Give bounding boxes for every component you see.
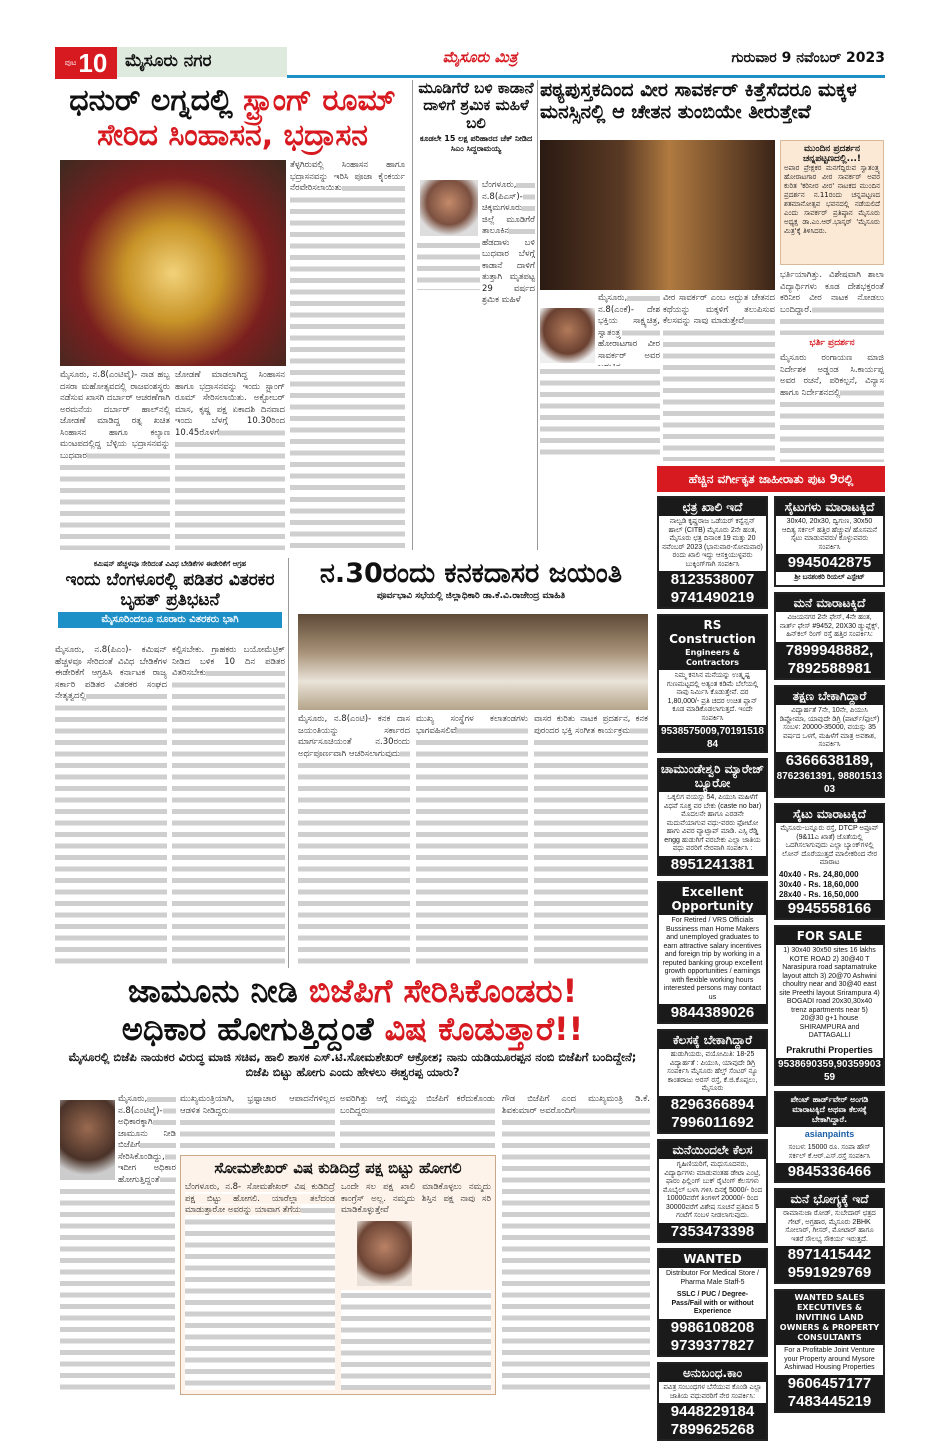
story6-body-col4: ಗೌಡ ಬಿಜೆಪಿಗೆ ಎಂದ ಮುಖ್ಯಮಂತ್ರಿ ಡಿ.ಕೆ. ಶಿವಕುಮಾರ್ ಅವರೊಂದಿಗೆ bbox=[502, 1094, 650, 1395]
ad-title: ಮನೆ ಭೋಗ್ಯಕ್ಕೆ ಇದೆ bbox=[776, 1190, 883, 1208]
ad-phone-number: 9448229184 bbox=[659, 1403, 766, 1421]
story1-body-col1: ತೆಳ್ಳಗಿರುವಲ್ಲಿ ಸಿಂಹಾಸನ ಹಾಗೂ ಭದ್ರಾಸನವನ್ನು ಇರಿಸಿ ಪೂಜಾ ಕೈಂಕರ್ಯ ನೆರವೇರಿಸಲಾಯಿತು bbox=[290, 160, 405, 490]
ad-title: ಪೇಂಟ್ ಹಾರ್ಡ್‌ವೇರ್ ಅಂಗಡಿ ಮಾರಾಟಕ್ಕಿದೆ ಅಥವಾ ಕೆಲಸಕ್ಕೆ ಬೇಕಾಗಿದ್ದಾರೆ. bbox=[776, 1093, 883, 1127]
ad-phone-number: 9945558166 bbox=[776, 900, 883, 918]
ad-body: SSLC / PUC / Degree-Pass/Fail with or without Experience bbox=[671, 1291, 754, 1315]
story3-body-col4: ಭರ್ತಿಯಾಗಿತ್ತು. ವಿಶೇಷವಾಗಿ ಶಾಲಾ ವಿದ್ಯಾರ್ಥಿಗಳು ಕೂಡ ದೇಶಭಕ್ತರಂತೆ ಕರಿನೀರ ವೀರ ನಾಟಕ ನೋಡಲು ಬಂದಿದ್ದಾರೆ. bbox=[780, 270, 884, 335]
ad-phone-number: 6366638189, bbox=[776, 752, 883, 770]
ad-footer: ಶ್ರೀ ಬನಶಂಕರಿ ರಿಯಲ್ ಎಸ್ಟೇಟ್ bbox=[794, 574, 865, 581]
classified-ad bbox=[774, 925, 885, 1086]
ad-phone-number: 7483445219 bbox=[776, 1393, 883, 1411]
classified-ad bbox=[657, 881, 768, 1024]
cm-photo bbox=[420, 180, 478, 236]
classified-ad bbox=[657, 614, 768, 753]
classifieds-banner: ಹೆಚ್ಚಿನ ವರ್ಗೀಕೃತ ಜಾಹೀರಾತು ಪುಟ 9ರಲ್ಲಿ bbox=[657, 466, 885, 492]
headline-part: ಸೇರಿದ ಸಿಂಹಾಸನ, ಭದ್ರಾಸನ bbox=[97, 117, 368, 153]
story5-body-col3: ವಾಸರ ಕುರಿತು ನಾಟಕ ಪ್ರದರ್ಶನ, ಕನಕ ಪುರಂದರ ಭಕ್ತಿ ಸಂಗೀತ ಕಾರ್ಯಕ್ರಮ bbox=[534, 714, 648, 966]
ad-phone-number: 9844389026 bbox=[659, 1004, 766, 1022]
story4-kicker: ಕಮಿಷನ್ ಹೆಚ್ಚಳವೂ ಸೇರಿದಂತೆ ವಿವಿಧ ಬೇಡಿಕೆಗಳ ಈಡೇರಿಕೆಗೆ ಆಗ್ರಹ bbox=[93, 560, 247, 568]
ad-title: ತಕ್ಷಣ ಬೇಕಾಗಿದ್ದಾರೆ bbox=[776, 687, 883, 705]
section-name: ಮೈಸೂರು ನಗರ bbox=[117, 47, 287, 77]
story3-body-col5: ಮೈಸೂರು ರಂಗಾಯಣ ಮಾಜಿ ನಿರ್ದೇಶಕ ಅಡ್ಡಂಡ ಸಿ.ಕಾರ್ಯಪ್ಪ ಅವರ ರಚನೆ, ಪರಿಕಲ್ಪನೆ, ವಿನ್ಯಾಸ ಹಾಗೂ ನಿರ್ದೇಶನದಲ್ಲಿ bbox=[780, 353, 884, 462]
story3-body-col1: ಮೈಸೂರು, ನ.8(ಎಂಕೆ)- ದೇಶ ಭಕ್ತಿಯ ಸಾಕ್ಷ್ಯಚಿತ್ರ, ಸ್ವಾತಂತ್ರ್ಯ ಹೋರಾಟಗಾರ ವೀರ ಸಾವರ್ಕರ್ ಅವರ bbox=[598, 293, 660, 363]
story6-body-col2: ಮುಖ್ಯಮಂತ್ರಿಯಾಗಿ, ಭ್ರಷ್ಟಾಚಾರ ಆಪಾದನೆಗಳಿಲ್ಲದ ಆಡಳಿತ ನೀಡಿದ್ದರು bbox=[180, 1094, 335, 1151]
ad-phone-number: 8123538007 bbox=[659, 571, 766, 589]
ad-phone-number: 7899948882, bbox=[776, 642, 883, 660]
headline-part: ವಿಷ ಕೊಡುತ್ತಾರೆ!! bbox=[384, 1010, 584, 1048]
ad-phone-number: 9591929769 bbox=[776, 1264, 883, 1282]
story1-body-col2: ಮೈಸೂರು, ನ.8(ಎಂಟಿವೈ)- ನಾಡ ಹಬ್ಬ ದಸರಾ ಮಹೋತ್ಸವದಲ್ಲಿ ರಾಜವಂಶಸ್ಥರು ನಡೆಸುವ ಖಾಸಗಿ ದರ್ಬಾರ್ ಆಚರಣೆಗಾಗಿ ಅರಮನೆಯ ದರ್ಬಾರ್ ಹಾಲ್‌ನಲ್ಲಿ ಜೋಡಣೆ ಮಾಡಿದ್ದ ರತ್ನ ಖಚಿತ ಸಿಂಹಾಸನ ಹಾಗೂ ಕಲ್ಯಾಣ ಮಂಟಪದಲ್ಲಿದ್ದ ಬೆಳ್ಳಿಯ ಭದ್ರಾಸನವನ್ನು ಬುಧವಾರ bbox=[60, 370, 170, 550]
classified-ad bbox=[657, 758, 768, 876]
ad-phone-number: 8971415442 bbox=[776, 1246, 883, 1264]
sidebar-body: ಅಪಾರ ಪ್ರೇಕ್ಷಕರ ಮನಗೆದ್ದಿರುವ ಸ್ವಾತಂತ್ರ್ಯ ಹೋರಾಟಗಾರ ವೀರ ಸಾವರ್ಕರ್ ಅವರ ಕುರಿತ 'ಕರಿನೀರ ವೀರ' ನಾಟಕದ ಮುಂದಿನ ಪ್ರದರ್ಶನ ನ.11ರಂದು ಚನ್ನಪಟ್ಟಣದ ಶತಮಾನೋತ್ಸವ ಭವನದಲ್ಲಿ ನಡೆಯಲಿದೆ ಎಂದು ಸಾವರ್ಕರ್ ಪ್ರತಿಷ್ಠಾನ ಮೈಸೂರು ಅಧ್ಯಕ್ಷ ಡಾ.ಎಂ.ಆರ್.ಭಾಸ್ಕರ್ 'ಮೈಸೂರು ಮಿತ್ರ'ಕ್ಕೆ ತಿಳಿಸಿದರು. bbox=[784, 164, 880, 235]
sidebar-box bbox=[780, 140, 884, 265]
ad-title: WANTED bbox=[659, 1250, 766, 1268]
ad-phone-number: 9739377827 bbox=[659, 1337, 766, 1355]
issue-date: ಗುರುವಾರ 9 ನವೆಂಬರ್ 2023 bbox=[731, 50, 885, 66]
headline-part: ಸ್ಟ್ರಾಂಗ್ ರೂಮ್ bbox=[243, 83, 396, 118]
ad-title: WANTED SALES EXECUTIVES & INVITING LAND OWNERS & PROPERTY CONSULTANTS bbox=[776, 1291, 883, 1345]
page-number-box bbox=[55, 47, 117, 79]
story3-body-col2 bbox=[540, 366, 660, 461]
box-col2 bbox=[341, 1182, 491, 1390]
story5-subhead: ಪೂರ್ವಭಾವಿ ಸಭೆಯಲ್ಲಿ ಜಿಲ್ಲಾಧಿಕಾರಿ ಡಾ.ಕೆ.ವಿ.ರಾಜೇಂದ್ರ ಮಾಹಿತಿ bbox=[376, 591, 566, 602]
classified-ad bbox=[657, 1248, 768, 1357]
ad-body: ನಾಲ್ವಡಿ ಕೃಷ್ಣರಾಜ ಒಡೆಯರ್ ಕನ್ವೆನ್ಷನ್ ಹಾಲ್ (CITB) ಮೈಸೂರು 2ನೇ ಹಂತ, ಮೈಸೂರು ಛತ್ರ ದಿನಾಂಕ 19 ಮತ್ತು 20 ನವೆಂಬರ್ 2023 (ಭಾನುವಾರ-ಸೋಮವಾರ) ರಂದು ಖಾಲಿ ಇದ್ದು ಆಸಕ್ತಿಯುಳ್ಳವರು ಬುಕ್ಕಿಂಗ್‌ಗಾಗಿ ಸಂಪರ್ಕಿಸಿ bbox=[662, 518, 763, 568]
ad-phone-number: 9945042875 bbox=[776, 554, 883, 572]
ad-body: Distributor For Medical Store / Pharma Male Staff-5 bbox=[666, 1270, 759, 1286]
story3-body-col3: ವೀರ ಸಾವರ್ಕರ್ ಎಂಬ ಅದ್ಭುತ ಚೇತನದ ಕಥೆಯನ್ನು ಮಕ್ಕಳಿಗೆ ತಲುಪಿಸುವ ಕೆಲಸವನ್ನು ನಾವು ಮಾಡುತ್ತೇವೆ bbox=[663, 293, 775, 461]
ad-phone-number: 9538690359,9035990359 bbox=[776, 1058, 883, 1084]
story6-subhead: ಮೈಸೂರಲ್ಲಿ ಬಿಜೆಪಿ ನಾಯಕರ ವಿರುದ್ಧ ಮಾಜಿ ಸಚಿವ, ಹಾಲಿ ಶಾಸಕ ಎಸ್.ಟಿ.ಸೋಮಶೇಖರ್ ಆಕ್ರೋಶ; ನಾನು ಯಡಿಯೂರಪ್ಪನ ನಂಬಿ ಬಿಜೆಪಿಗೆ ಬಂದಿದ್ದೇನೆ; ಬಿಜೆಪಿ ಬಿಟ್ಟು ಹೋಗು ಎಂದು ಹೇಳಲು ಈಶ್ವರಪ್ಪ ಯಾರು? bbox=[68, 1050, 637, 1079]
ad-phone-number: 9986108208 bbox=[659, 1319, 766, 1337]
box-body-col2-cont bbox=[341, 1290, 491, 1391]
throne-photo bbox=[60, 160, 286, 366]
ad-title: Excellent Opportunity bbox=[659, 883, 766, 915]
story4-strap: ಮೈಸೂರಿಂದಲೂ ನೂರಾರು ವಿತರಕರು ಭಾಗಿ bbox=[58, 612, 282, 628]
story5-headline: ನ.30ರಂದು ಕನಕದಾಸರ ಜಯಂತಿ bbox=[319, 558, 623, 589]
classified-ad bbox=[657, 1362, 768, 1441]
ad-phone-number: 7353473398 bbox=[659, 1223, 766, 1241]
ad-body: ಮೈಸೂರು-ಬನ್ನೂರು ರಸ್ತೆ, DTCP ಅಪ್ರೂವ್ (9&11ಎ ಖಾತೆ) ಜೊತೆಯಲ್ಲಿ ಒದಗಿಸಲಾಗುವುದು ಎಲ್ಲಾ ಬ್ಯಾಂಕ್‌ಗಳಲ್ಲಿ ಲೋನ್ ದೊರೆಯುತ್ತದೆ ಮಾಲೀಕರಿಂದ ನೇರ ಮಾರಾಟ bbox=[780, 825, 879, 866]
headline-part: ಅಧಿಕಾರ ಹೋಗುತ್ತಿದ್ದಂತೆ bbox=[121, 1010, 374, 1048]
meeting-photo bbox=[298, 614, 648, 710]
ad-title: ಮನೆ ಮಾರಾಟಕ್ಕಿದೆ bbox=[776, 594, 883, 612]
ad-phone-number: 9741490219 bbox=[659, 589, 766, 607]
ad-title: FOR SALE bbox=[776, 927, 883, 945]
play-photo bbox=[540, 140, 775, 290]
ad-body: ವಿಜಯನಗರ 2ನೇ ಫೇಸ್, 4ನೇ ಹಂತ, ನಾರ್ತ್ ಫೇಸ್ #9452, 20X30 ಡ್ಯುಪ್ಲೆಕ್ಸ್, ಹಿನ್‌ಕಲ್ ರಿಂಗ್ ರಸ್ತೆ ಹತ್ತಿರ ಸಂಪರ್ಕಿಸಿ: bbox=[779, 614, 880, 638]
story1-headline bbox=[55, 84, 410, 153]
ad-body: ಒಕ್ಕಲಿಗ ವಯಸ್ಸು 54, ಪಿಯುಸಿ ಮಹಿಳೆಗೆ ವಿಧವೆ ಸೂಕ್ತ ವರ ಬೇಕು (caste no bar) ಮೊದಲನೇ ಹಾಗೂ ಎರಡನೇ ಮದುವೆಯಾಗುವ ವಧು-ವರರು ಫೋಟೋ ಹಾಗು ವಿವರ ವ್ಯಾಟ್ಸಾಪ್ ಮಾಡಿ. ಎಸ್ಸಿ ರೆಡ್ಡಿ engg ಹುಡುಗಿಗೆ ವರಬೇಕು ಎಲ್ಲಾ ಜಾತಿಯ ವಧು ವರರಿಗೆ ನೇರವಾಗಿ ಸಂಪರ್ಕಿಸಿ : bbox=[663, 794, 762, 852]
ad-body: For a Profitable Joint Venture your Property around Mysore Ashirwad Housing Properties bbox=[784, 1347, 875, 1371]
ad-price: 40x40 - Rs. 24,80,000 bbox=[779, 869, 859, 879]
ad-body: ಪವಿತ್ರ ಸಂಬಂಧಗಳ ಬೆಸೆಯುವ ಕೊಂಡಿ ಎಲ್ಲಾ ಜಾತಿಯ ವಧುವರರಿಗೆ ನೇರ ಸಂಪರ್ಕಿಸಿ: bbox=[663, 1384, 762, 1400]
ad-footer: Prakruthi Properties bbox=[786, 1044, 873, 1055]
ad-title: ಛತ್ರ ಖಾಲಿ ಇದೆ bbox=[659, 498, 766, 516]
ad-body: ಹುಡುಗಿಯರು, ವಯೋಮಿತಿ: 18-25 ವಿದ್ಯಾರ್ಹತೆ : ಪಿಯುಸಿ, ಯಾವುದೇ ಡಿಗ್ರಿ ಸಂಪರ್ಕಿಸಿ ಮೈಸೂರು ಹೆಲ್ತ್ ಸೆಂಟರ್ ನ್ಯೂ ಕಾಂತರಾಜು ಅರಸ್ ರಸ್ತೆ, ಕೆ.ಜಿ.ಕೊಪ್ಪಲು, ಮೈಸೂರು bbox=[667, 1051, 758, 1092]
ad-price: 30x40 - Rs. 18,60,000 bbox=[779, 879, 859, 889]
ad-title: RS Construction bbox=[659, 616, 766, 648]
speaker-photo bbox=[540, 308, 595, 363]
ad-title: ಮನೆಯಿಂದಲೇ ಕೆಲಸ bbox=[659, 1141, 766, 1159]
ad-body: 1) 30x40 30x50 sites 16 lakhs KOTE ROAD 2) 30@40 T Narasipura road saptamatruke layout attch 3) 20@70 Ashwini choultry near and 30@40 east site Preethi layout Srirampura 4) BOGADI road 20x30,30x40 trenz apartments near 5) 20@30 g+1 house SHIRAMPURA and DATTAGALLI bbox=[779, 947, 880, 1039]
ad-phone-number: 8951241381 bbox=[659, 856, 766, 874]
story6-body-col3: ಅವರಿಗಿತ್ತು ಆಗ್ಗೆ ನಮ್ಮನ್ನು ಬಿಜೆಪಿಗೆ ಕರೆದುಕೊಂಡು ಬಂದಿದ್ದರು bbox=[340, 1094, 495, 1151]
story4-headline: ಇಂದು ಬೆಂಗಳೂರಲ್ಲಿ ಪಡಿತರ ವಿತರಕರ ಬೃಹತ್ ಪ್ರತಿಭಟನೆ bbox=[65, 570, 275, 610]
page-label: ಪುಟ bbox=[64, 58, 77, 67]
story2-subhead: ಕೂಡಲೇ 15 ಲಕ್ಷ ಪರಿಹಾರದ ಚೆಕ್ ನೀಡಿದ ಸಿಎಂ ಸಿದ್ದರಾಮಯ್ಯ bbox=[419, 133, 533, 153]
ad-phone-number: 9606457177 bbox=[776, 1375, 883, 1393]
ad-price: 28x40 - Rs. 16,50,000 bbox=[779, 889, 859, 899]
story1-body-col3: ಜೋಡಣೆ ಮಾಡಲಾಗಿದ್ದ ಸಿಂಹಾಸನ ಹಾಗೂ ಭದ್ರಾಸನವನ್ನು ಇಂದು ಸ್ಟ್ರಾಂಗ್ ರೂಮ್ ಸೇರಿಸಲಾಯಿತು. ಅಕ್ಟೋಬರ್ ಮಾಸ, ಕೃಷ್ಣ ಪಕ್ಷ ಏಕಾದಶಿ ದಿನವಾದ ಇಂದು ಬೆಳಗ್ಗೆ 10.30ರಿಂದ 10.45ರೊಳಗೆ bbox=[175, 370, 285, 550]
story3-headline: ಪಠ್ಯಪುಸ್ತಕದಿಂದ ವೀರ ಸಾವರ್ಕರ್ ಕಿತ್ತೆಸೆದರೂ ಮಕ್ಕಳ ಮನಸ್ಸಿನಲ್ಲಿ ಆ ಚೇತನ ತುಂಬಿಯೇ ತೀರುತ್ತೇವೆ bbox=[540, 79, 857, 123]
story2-header bbox=[417, 80, 535, 154]
story4-header bbox=[55, 560, 285, 628]
headline-part: ಜಾಮೂನು ನೀಡಿ bbox=[127, 972, 298, 1010]
classified-ad bbox=[774, 685, 885, 798]
classified-ad bbox=[657, 1029, 768, 1134]
story4-body-col2: ಕಲ್ಪಿಸಬೇಕು. ಗ್ರಾಹಕರು ಬಯೋಮೆಟ್ರಿಕ್ ನೀಡಿದ ಬಳಿಕ 10 ದಿನ ಪಡಿತರ ವಿತರಿಸಬೇಕು bbox=[172, 645, 285, 967]
ad-title: ಸೈಟುಗಳು ಮಾರಾಟಕ್ಕಿದೆ bbox=[776, 498, 883, 516]
ad-phone-number: 9538575009,7019151884 bbox=[659, 725, 766, 751]
story6-headline bbox=[55, 972, 650, 1048]
ad-body: ವಿದ್ಯಾರ್ಹತೆ 7ನೇ, 10ನೇ, ಪಿಯುಸಿ ಡಿಪ್ಲೋಮಾ, ಯಾವುದೇ ಡಿಗ್ರಿ (ಪಾರ್ಟ್/ಫುಲ್) ಸಂಬಳ: 20000-35000, ವಯಸ್ಸು 35 ವರ್ಷದ ಒಳಗೆ, ಮಹಿಳೆಗೆ ಮಾತ್ರ ಅವಕಾಶ, ಸಂಪರ್ಕಿಸಿ bbox=[779, 707, 880, 748]
classified-ad bbox=[774, 1289, 885, 1413]
classified-ad bbox=[774, 803, 885, 920]
ad-title: ಸೈಟು ಮಾರಾಟಕ್ಕಿದೆ bbox=[776, 805, 883, 823]
story5-body-col2: ಮುಖ್ಯ ಸಂಸ್ಥೆಗಳ ಕಲಾತಂಡಗಳು ಭಾಗವಹಿಸಲಿವೆ bbox=[416, 714, 528, 966]
page-number: 10 bbox=[78, 47, 108, 78]
ad-phone-number: 9845336466 bbox=[776, 1163, 883, 1181]
classified-ad bbox=[774, 1188, 885, 1284]
story2-headline: ಮೂಡಿಗೆರೆ ಬಳಿ ಕಾಡಾನೆ ದಾಳಿಗೆ ಶ್ರಮಿಕ ಮಹಿಳೆ ಬಲಿ bbox=[418, 79, 534, 132]
story4-body-col1: ಮೈಸೂರು, ನ.8(ಪಿಎಂ)- ಕಮಿಷನ್ ಹೆಚ್ಚಳವೂ ಸೇರಿದಂತೆ ವಿವಿಧ ಬೇಡಿಕೆಗಳ ಈಡೇರಿಕೆಗೆ ಆಗ್ರಹಿಸಿ ಕರ್ನಾಟಕ ರಾಜ್ಯ ಸರ್ಕಾರಿ ಪಡಿತರ ವಿತರಕರ ಸಂಘದ ನೇತೃತ್ವದಲ್ಲಿ bbox=[55, 645, 167, 967]
story6-header bbox=[55, 972, 650, 1080]
classified-ad bbox=[657, 496, 768, 609]
story3-subhead: ಭರ್ತಿ ಪ್ರದರ್ಶನ bbox=[809, 338, 855, 348]
story1-body-col4 bbox=[290, 494, 405, 550]
yediyurappa-photo bbox=[357, 1221, 412, 1286]
story6-body-col1b bbox=[60, 1186, 175, 1395]
box-body-col2: ಒಂದೇ ಸಲ ಪಕ್ಷ ಖಾಲಿ ಮಾಡಿಕೊಳ್ಳಲು ನಮ್ಮದು ಕಾಂಗ್ರೆಸ್ ಅಲ್ಲ. ನಮ್ಮದು ಶಿಸ್ತಿನ ಪಕ್ಷ ನಾವು ಸರಿ ಮಾಡಿಕೊಳ್ಳುತ್ತೇವೆ bbox=[341, 1182, 491, 1215]
ad-title: ಕೆಲಸಕ್ಕೆ ಬೇಕಾಗಿದ್ದಾರೆ bbox=[659, 1031, 766, 1049]
masthead-logo: ಮೈಸೂರು ಮಿತ್ರ bbox=[442, 48, 518, 66]
header-rule bbox=[287, 75, 885, 78]
somashekar-photo bbox=[60, 1100, 115, 1180]
ad-phone-number: 8296366894 bbox=[659, 1096, 766, 1114]
ad-title: ಅನುಬಂಧ.ಕಾಂ bbox=[659, 1364, 766, 1382]
story6-body-col1: ಮೈಸೂರು, ನ.8(ಎಂಟಿವೈ)- ಅಧಿಕಾರಕ್ಕಾಗಿ ಜಾಮೂನು ನೀಡಿ ಬಿಜೆಪಿಗೆ ಸೇರಿಸಿಕೊಂಡಿದ್ದು, ಇದೀಗ ಅಧಿಕಾರ ಹೋಗುತ್ತಿದ್ದಂತೆ bbox=[118, 1094, 176, 1185]
ad-phone-number: 7899625268 bbox=[659, 1421, 766, 1439]
ad-phone-number: 7892588981 bbox=[776, 660, 883, 678]
headline-part: ಬಿಜೆಪಿಗೆ ಸೇರಿಸಿಕೊಂಡರು! bbox=[308, 972, 578, 1010]
ad-title: ಚಾಮುಂಡೇಶ್ವರಿ ಮ್ಯಾರೇಜ್ ಬ್ಯೂರೋ bbox=[660, 762, 765, 790]
ad-body: 30x40, 20x30, ದ್ವಿಗುಣ, 30x50 ಆದಿತ್ಯ ಸರ್ಕಲ್ ಹತ್ತಿರ ಹೆಚ್ಚುವ/ ಹೊಸಮನೆ ಸೈಟು ಮಾಡುವವರು/ ಕೊಳ್ಳುವವರು ಸಂಪರ್ಕಿಸಿ bbox=[781, 518, 878, 551]
story6-box bbox=[180, 1155, 496, 1395]
ad-body: For Retired / VRS Officials Bussiness man Home Makers and unemployed graduates to earn attractive salary incentives and foreign trip by working in a reputed banking group excellent growth opportunities / earnings with flexible working hours interested persons may contact us bbox=[662, 917, 763, 1001]
ad-body: ನಿಮ್ಮ ಕನಸಿನ ಮನೆಯನ್ನು ಉತ್ಕೃಷ್ಟ ಗುಣಮಟ್ಟದಲ್ಲಿ ಅತ್ಯಂತ ಕಡಿಮೆ ಬೆಲೆಯಲ್ಲಿ ನಾವು ನಿರ್ಮಿಸಿ ಕೊಡುತ್ತೇವೆ. ದರ 1,80,000/- ಪ್ರತಿ ಚದರ ಉಚಿತ ಪ್ಲಾನ್ ಕೂಡ ಮಾಡಿಕೊಡಲಾಗುತ್ತದೆ. ಇಂದೇ ಸಂಪರ್ಕಿಸಿ bbox=[666, 672, 759, 722]
asianpaints-logo: asianpaints bbox=[804, 1129, 855, 1139]
ad-subtitle: Engineers & Contractors bbox=[659, 648, 766, 670]
ad-body: ರಾಮಾನುಜಾ ರೋಡ್, ಸುಬೇದಾರ್ ಛತ್ರದ ಗೇಟ್, ಅಗ್ರಹಾರ, ಮೈಸೂರು 2BHK ಸೋಲಾರ್, ಗೀಸರ್, ಮೋಟಾರ್ ಹಾಗೂ ಇತರೆ ಸೌಲಭ್ಯ ಸೌಕರ್ಯ ಇರುತ್ತದೆ. bbox=[783, 1210, 876, 1243]
headline-part: ಧನುರ್ ಲಗ್ನದಲ್ಲಿ bbox=[69, 83, 233, 118]
story2-body-cont bbox=[417, 240, 480, 290]
box-body-col1: ಬೆಂಗಳೂರು, ನ.8- ಸೋಮಶೇಖರ್ ವಿಷ ಕುಡಿದಿದ್ರೆ ಪಕ್ಷ ಬಿಟ್ಟು ಹೋಗಲಿ. ಯಾರೆಲ್ಲಾ ತಲೆದಂಡ ಮಾಡುತ್ತಾರೋ ಅವರನ್ನು ಯಾವಾಗ ತೆಗೆಯ bbox=[185, 1182, 335, 1390]
box-headline: ಸೋಮಶೇಖರ್ ವಿಷ ಕುಡಿದಿದ್ರೆ ಪಕ್ಷ ಬಿಟ್ಟು ಹೋಗಲಿ bbox=[214, 1159, 462, 1177]
ad-body: ಗೃಹಿಣಿಯರಿಗೆ, ಮಧುಸೂದನರು, ವಿದ್ಯಾರ್ಥಿಗಳು ಮಾಡುವಂತಹ ಡೇಟಾ ಎಂಟ್ರಿ, ಫಾರಂ ಫಿಲ್ಲಿಂಗ್ ಬುಕ್ ರೈಟಿಂಗ್ ಕೆಲಸಗಳು ಮೊಬೈಲ್ ಬಳಸಿ ಗಳಿಸಿ ದಿನಕ್ಕೆ 5000/- ರಿಂದ 10000ವರೆಗೆ ತಿಂಗಳಿಗೆ 20000/- ರಿಂದ 30000ವರೆಗೆ ವಿಶೇಷ ಸೂಚನೆ ಪ್ರತಿದಿನ 5 ಗಂಟೆಗೆ ಸಂಬಳ ನೀಡಲಾಗುವುದು. bbox=[662, 1161, 763, 1219]
story2-body: ಬೆಂಗಳೂರು, ನ.8(ಪಿಎಸ್)- ಚಿಕ್ಕಮಗಳೂರು ಜಿಲ್ಲೆ ಮೂಡಿಗೆರೆ ತಾಲೂಕಿನ ಹೆಡದಾಳು ಬಳಿ ಬುಧವಾರ ಬೆಳಗ್ಗೆ ಕಾಡಾನೆ ದಾಳಿಗೆ ತುತ್ತಾಗಿ ಮೃತಪಟ್ಟ 29 ವರ್ಷದ ಶ್ರಮಿಕ ಮಹಿಳೆ bbox=[482, 180, 535, 305]
ad-phone-number: 7996011692 bbox=[659, 1114, 766, 1132]
sidebar-title: ಮುಂದಿನ ಪ್ರದರ್ಶನ ಚನ್ನಪಟ್ಟಣದಲ್ಲಿ...! bbox=[802, 144, 862, 164]
story5-header bbox=[292, 558, 650, 602]
ad-phone-number: 8762361391, 9880151303 bbox=[776, 770, 883, 795]
ad-body: ಸಂಬಳ: 15000 ರೂ. ಸಂಪಾ ಹೌಸ್ ಸರ್ಕಲ್ ಕೆ.ಆರ್.ಎಸ್.ರಸ್ತೆ ಸಂಪರ್ಕಿಸಿ bbox=[788, 1144, 871, 1160]
classified-ad bbox=[657, 1139, 768, 1243]
story5-body-col1: ಮೈಸೂರು, ನ.8(ಎಂಟಿ)- ಕನಕ ದಾಸ ಜಯಂತಿಯನ್ನು ಸರ್ಕಾರದ ಮಾರ್ಗಸೂಚಿಯಂತೆ ನ.30ರಂದು ಅರ್ಥಪೂರ್ಣವಾಗಿ ಆಚರಿಸಲಾಗುವುದು bbox=[298, 714, 410, 966]
classified-ad bbox=[774, 1091, 885, 1183]
classified-ad bbox=[774, 496, 885, 587]
classified-ad bbox=[774, 592, 885, 680]
